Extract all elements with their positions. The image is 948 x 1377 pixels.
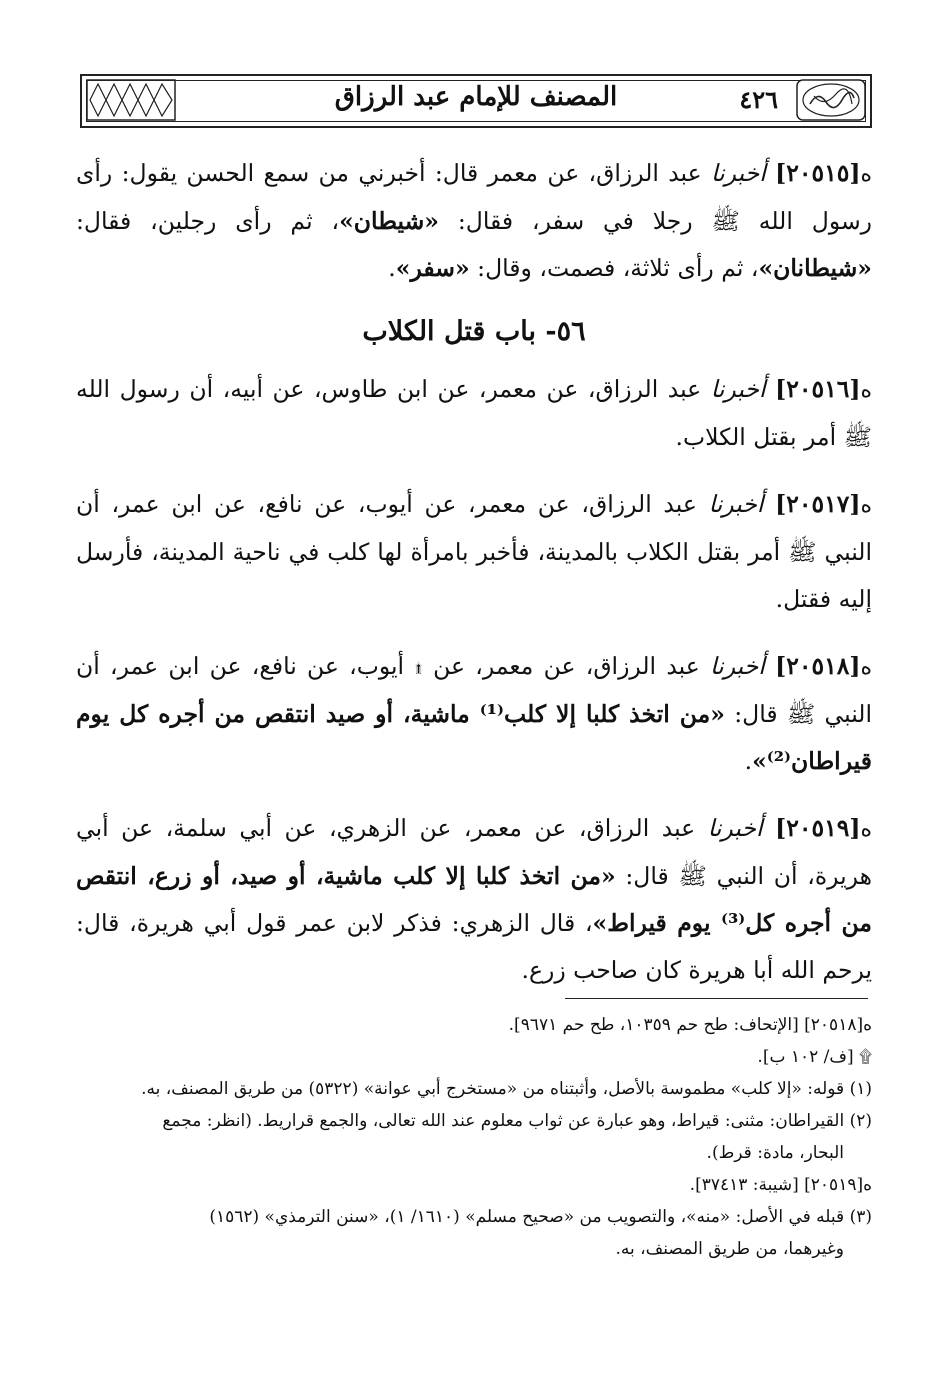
page-number: ٤٢٦: [739, 85, 778, 114]
main-text: [76, 150, 872, 1004]
footnote-1: (١) قوله: «إلا كلب» مطموسة بالأصل، وأثبتناه من «مستخرج أبي عوانة» (٥٣٢٢) من طريق المصنف، به.: [141, 1079, 872, 1099]
header-ornament-left: [86, 78, 176, 122]
page-header: [80, 74, 872, 128]
footnote-2-cont: البحار، مادة: قرط).: [706, 1143, 844, 1163]
hadith-20516: ه[٢٠٥١٦] أخبرنا عبد الرزاق، عن معمر، عن ابن طاوس، عن أبيه، أن رسول الله ﷺ أمر بقتل الكلاب.: [76, 375, 872, 451]
footnote-separator: [565, 998, 868, 999]
hadith-20517: ه[٢٠٥١٧] أخبرنا عبد الرزاق، عن معمر، عن أيوب، عن نافع، عن ابن عمر، أن النبي ﷺ أمر بقتل الكلاب بالمدينة، فأخبر بامرأة لها كلب في ناحية المدينة، فأرسل إليه فقتل.: [76, 490, 872, 613]
footnotes: [96, 1010, 872, 1266]
hadith-20518: ه[٢٠٥١٨] أخبرنا عبد الرزاق، عن معمر، عن ۩ أيوب، عن نافع، عن ابن عمر، أن النبي ﷺ قال: «من اتخذ كلبا إلا كلب⁽¹⁾ ماشية، أو صيد انتقص من أجره كل يوم قيراطان⁽²⁾».: [76, 652, 872, 775]
footnote-3-cont: وغيرهما، من طريق المصنف، به.: [615, 1239, 844, 1259]
footnote-ithaf-20518: ه[٢٠٥١٨] [الإتحاف: طح حم ١٠٣٥٩، طح حم ٩٦٧١].: [508, 1015, 872, 1035]
header-seal: [796, 78, 866, 122]
hadith-20515: ه[٢٠٥١٥] أخبرنا عبد الرزاق، عن معمر قال: أخبرني من سمع الحسن يقول: رأى رسول الله ﷺ رجلا في سفر، فقال: «شيطان»، ثم رأى رجلين، فقال: «شيطانان»، ثم رأى ثلاثة، فصمت، وقال: «سفر».: [76, 159, 872, 282]
footnote-2: (٢) القيراطان: مثنى: قيراط، وهو عبارة عن ثواب معلوم عند الله تعالى، والجمع قراريط. (انظر: مجمع: [162, 1111, 872, 1131]
hadith-20519: ه[٢٠٥١٩] أخبرنا عبد الرزاق، عن معمر، عن الزهري، عن أبي سلمة، عن أبي هريرة، أن النبي ﷺ قال: «من اتخذ كلبا إلا كلب ماشية، أو صيد، أو زرع، انتقص من أجره كل⁽³⁾ يوم قيراط»، قال الزهري: فذكر لابن عمر قول أبي هريرة، قال: يرحم الله أبا هريرة كان صاحب زرع.: [76, 814, 872, 984]
chapter-heading: ٥٦- باب قتل الكلاب: [362, 316, 586, 347]
footnote-shayba-20519: ه[٢٠٥١٩] [شيبة: ٣٧٤١٣].: [689, 1175, 872, 1195]
running-title: المصنف للإمام عبد الرزاق: [334, 82, 618, 112]
footnote-3: (٣) قبله في الأصل: «منه»، والتصويب من «صحيح مسلم» (١٦١٠/ ١)، «سنن الترمذي» (١٥٦٢): [209, 1207, 872, 1227]
footnote-folio: ۩ [ف/ ١٠٢ ب].: [757, 1047, 872, 1067]
